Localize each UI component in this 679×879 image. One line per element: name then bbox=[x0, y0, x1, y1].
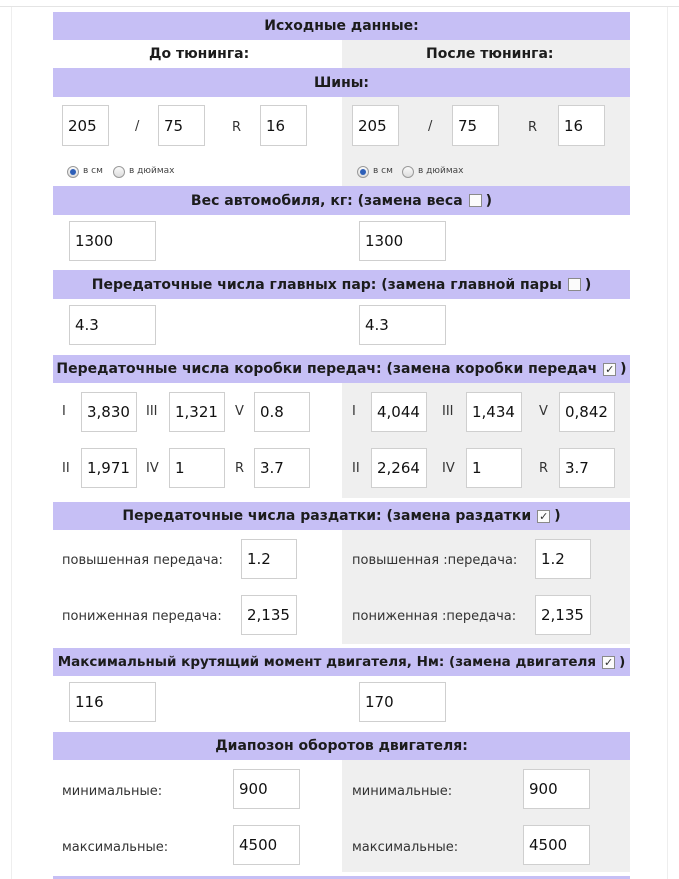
unit-cm-label: в см bbox=[83, 166, 103, 176]
weight-panel bbox=[53, 215, 630, 270]
gear-3-label: III bbox=[442, 404, 454, 419]
before-tuning-label: До тюнинга: bbox=[149, 46, 250, 62]
gearbox-panel bbox=[53, 383, 630, 498]
transfer-panel bbox=[53, 530, 630, 644]
unit-inches-label: в дюймах bbox=[129, 166, 175, 176]
gear-reverse-after-input[interactable]: 3.7 bbox=[559, 448, 615, 488]
section-title-main-pair: Передаточные числа главных пар: (замена главной пары ) bbox=[53, 270, 630, 299]
gear-5-label: V bbox=[539, 404, 548, 419]
gear-5-after-input[interactable]: 0,842 bbox=[559, 392, 615, 432]
high-gear-after-input[interactable]: 1.2 bbox=[535, 539, 591, 579]
gear-4-before-input[interactable]: 1 bbox=[169, 448, 225, 488]
section-title-torque: Максимальный крутящий момент двигателя, Нм: (замена двигателя ✓ ) bbox=[53, 648, 630, 676]
gear-1-label: I bbox=[62, 404, 66, 419]
gearbox-replace-checkbox[interactable]: ✓ bbox=[605, 362, 615, 376]
gear-5-label: V bbox=[235, 404, 244, 419]
weight-after-input[interactable]: 1300 bbox=[359, 221, 446, 261]
rpm-max-label: максимальные: bbox=[352, 840, 459, 855]
main-pair-replace-checkbox[interactable] bbox=[568, 278, 581, 291]
gear-3-label: III bbox=[146, 404, 158, 419]
transfer-after-panel bbox=[342, 530, 630, 644]
tire-separator: / bbox=[135, 119, 140, 134]
rpm-min-label: минимальные: bbox=[62, 784, 163, 799]
gear-4-after-input[interactable]: 1 bbox=[466, 448, 522, 488]
engine-replace-checkbox[interactable]: ✓ bbox=[603, 655, 614, 669]
section-title-gearbox: Передаточные числа коробки передач: (замена коробки передач ✓ ) bbox=[53, 355, 630, 383]
low-gear-label: пониженная :передача: bbox=[352, 609, 517, 624]
rpm-min-after-input[interactable]: 900 bbox=[523, 769, 590, 809]
column-headers bbox=[53, 40, 630, 68]
tire-width-before-input[interactable]: 205 bbox=[62, 105, 109, 146]
gear-1-label: I bbox=[352, 404, 356, 419]
low-gear-label: пониженная передача: bbox=[62, 609, 222, 624]
tire-r-label: R bbox=[528, 120, 538, 135]
torque-after-input[interactable]: 170 bbox=[359, 682, 446, 722]
unit-cm-label: в см bbox=[373, 166, 393, 176]
gear-2-after-input[interactable]: 2,264 bbox=[371, 448, 427, 488]
torque-panel bbox=[53, 676, 630, 732]
gearbox-after-panel bbox=[342, 383, 630, 498]
gear-1-before-input[interactable]: 3,830 bbox=[81, 392, 137, 432]
low-gear-before-input[interactable]: 2,135 bbox=[241, 595, 297, 635]
main-pair-panel bbox=[53, 299, 630, 355]
high-gear-label: повышенная :передача: bbox=[352, 553, 518, 568]
gear-reverse-before-input[interactable]: 3.7 bbox=[254, 448, 310, 488]
gear-3-before-input[interactable]: 1,321 bbox=[169, 392, 225, 432]
unit-inches-radio-before[interactable] bbox=[113, 166, 125, 178]
gear-2-label: II bbox=[352, 461, 360, 476]
rpm-min-before-input[interactable]: 900 bbox=[233, 769, 300, 809]
rpm-min-label: минимальные: bbox=[352, 784, 453, 799]
high-gear-before-input[interactable]: 1.2 bbox=[241, 539, 297, 579]
gear-1-after-input[interactable]: 4,044 bbox=[371, 392, 427, 432]
rpm-after-panel bbox=[342, 760, 630, 872]
gear-4-label: IV bbox=[442, 461, 455, 476]
gear-2-before-input[interactable]: 1,971 bbox=[81, 448, 137, 488]
section-title-weight: Вес автомобиля, кг: (замена веса ) bbox=[53, 186, 630, 215]
main-pair-before-input[interactable]: 4.3 bbox=[69, 305, 156, 345]
tire-profile-after-input[interactable]: 75 bbox=[452, 105, 499, 146]
gear-2-label: II bbox=[62, 461, 70, 476]
tire-radius-after-input[interactable]: 16 bbox=[558, 105, 605, 146]
unit-inches-label: в дюймах bbox=[418, 166, 464, 176]
tire-r-label: R bbox=[232, 120, 242, 135]
gear-5-before-input[interactable]: 0.8 bbox=[254, 392, 310, 432]
main-pair-after-input[interactable]: 4.3 bbox=[359, 305, 446, 345]
low-gear-after-input[interactable]: 2,135 bbox=[535, 595, 591, 635]
gear-reverse-label: R bbox=[539, 461, 549, 476]
rpm-panel bbox=[53, 760, 630, 879]
unit-cm-radio-after[interactable] bbox=[357, 166, 369, 178]
weight-after-panel bbox=[342, 215, 630, 270]
browser-top-edge bbox=[0, 0, 679, 7]
transfer-replace-checkbox[interactable]: ✓ bbox=[539, 509, 549, 523]
section-title-source-data: Исходные данные: bbox=[53, 12, 630, 40]
tire-profile-before-input[interactable]: 75 bbox=[158, 105, 205, 146]
tires-after-panel bbox=[342, 97, 630, 186]
weight-replace-checkbox[interactable] bbox=[469, 194, 482, 207]
high-gear-label: повышенная передача: bbox=[62, 553, 223, 568]
after-column-header-bg bbox=[342, 40, 630, 68]
unit-cm-radio-before[interactable] bbox=[67, 166, 79, 178]
tires-panel bbox=[53, 97, 630, 186]
tire-separator: / bbox=[428, 119, 433, 134]
tire-width-after-input[interactable]: 205 bbox=[352, 105, 399, 146]
section-title-transfer-case: Передаточные числа раздатки: (замена раздатки ✓ ) bbox=[53, 502, 630, 530]
rpm-max-before-input[interactable]: 4500 bbox=[233, 825, 300, 865]
rpm-max-label: максимальные: bbox=[62, 840, 169, 855]
section-title-tires: Шины: bbox=[53, 68, 630, 97]
torque-before-input[interactable]: 116 bbox=[69, 682, 156, 722]
tire-radius-before-input[interactable]: 16 bbox=[260, 105, 307, 146]
main-pair-after-panel bbox=[342, 299, 630, 355]
gear-reverse-label: R bbox=[235, 461, 245, 476]
gear-3-after-input[interactable]: 1,434 bbox=[466, 392, 522, 432]
section-title-rpm-range: Диапозон оборотов двигателя: bbox=[53, 732, 630, 760]
gear-4-label: IV bbox=[146, 461, 159, 476]
rpm-max-after-input[interactable]: 4500 bbox=[523, 825, 590, 865]
unit-inches-radio-after[interactable] bbox=[402, 166, 414, 178]
weight-before-input[interactable]: 1300 bbox=[69, 221, 156, 261]
after-tuning-label: После тюнинга: bbox=[426, 46, 554, 62]
torque-after-panel bbox=[342, 676, 630, 732]
